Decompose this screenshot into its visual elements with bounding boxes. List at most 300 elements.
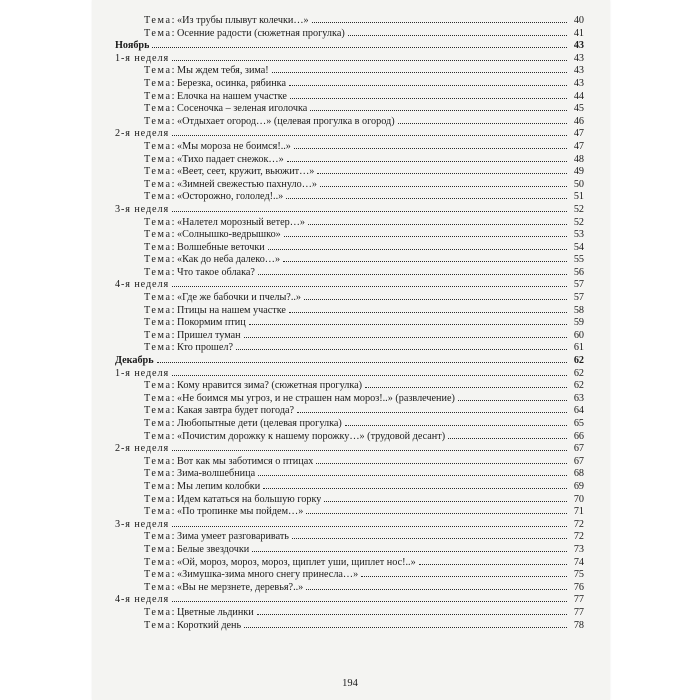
topic-separator: : — [171, 455, 178, 467]
topic-separator: : — [171, 569, 178, 581]
topic-label: Тема — [144, 317, 172, 329]
toc-topic-row — [115, 154, 584, 167]
topic-separator: : — [171, 65, 178, 77]
toc-entry-title: «Зимней свежестью пахнуло…» — [177, 178, 317, 190]
topic-label: Тема — [144, 65, 172, 77]
toc-entry-title: Елочка на нашем участке — [177, 90, 287, 102]
toc-entry-text — [115, 78, 286, 91]
topic-separator: : — [171, 266, 178, 278]
toc-entry-text — [115, 116, 395, 129]
toc-page-number: 77 — [573, 594, 584, 606]
dot-leader — [294, 147, 567, 149]
toc-topic-row — [115, 116, 584, 129]
dot-leader — [458, 399, 567, 401]
toc-topic-row — [115, 582, 584, 595]
dot-leader — [172, 59, 567, 61]
toc-page-number: 73 — [573, 543, 584, 555]
toc-month-row — [115, 355, 584, 368]
dot-leader — [258, 273, 567, 275]
dot-leader — [272, 71, 567, 73]
dot-leader — [320, 185, 567, 187]
toc-entry-text — [115, 582, 303, 595]
dot-leader — [316, 462, 567, 464]
dot-leader — [448, 437, 567, 439]
toc-week-row — [115, 128, 584, 141]
toc-topic-row — [115, 569, 584, 582]
toc-entry-title: Осенние радости (сюжетная прогулка) — [177, 27, 345, 39]
toc-entry-title: 2-я неделя — [115, 128, 170, 140]
toc-entry-text — [115, 317, 246, 330]
toc-page-number: 46 — [573, 115, 584, 127]
topic-separator: : — [171, 556, 178, 568]
toc-page-number: 50 — [573, 178, 584, 190]
toc-topic-row — [115, 468, 584, 481]
toc-entry-title: Зима-волшебница — [177, 468, 256, 480]
topic-label: Тема — [144, 115, 172, 127]
toc-page-number: 43 — [573, 52, 584, 64]
topic-separator: : — [171, 342, 178, 354]
toc-entry-text — [115, 279, 169, 292]
topic-label: Тема — [144, 543, 172, 555]
topic-separator: : — [171, 606, 178, 618]
toc-page-number: 67 — [573, 443, 584, 455]
toc-entry-text — [115, 531, 289, 544]
topic-separator: : — [171, 430, 178, 442]
topic-separator: : — [171, 115, 178, 127]
toc-entry-text — [115, 141, 291, 154]
topic-label: Тема — [144, 241, 172, 253]
topic-label: Тема — [144, 418, 172, 429]
toc-topic-row — [115, 191, 584, 204]
toc-entry-text — [115, 91, 287, 104]
topic-separator: : — [171, 153, 178, 165]
topic-separator: : — [171, 140, 178, 152]
dot-leader — [172, 210, 567, 212]
toc-entry-title: Березка, осинка, рябинка — [177, 77, 286, 89]
toc-week-row — [115, 53, 584, 66]
toc-entry-title: «Почистим дорожку к нашему порожку…» (трудовой десант) — [177, 430, 446, 442]
toc-entry-title: 3-я неделя — [115, 203, 170, 215]
toc-topic-row — [115, 229, 584, 242]
dot-leader — [257, 613, 567, 615]
table-of-contents — [115, 15, 584, 632]
toc-entry-title: Короткий день — [177, 619, 242, 631]
toc-page-number: 48 — [573, 153, 584, 165]
toc-topic-row — [115, 254, 584, 267]
topic-label: Тема — [144, 380, 172, 392]
topic-separator: : — [171, 543, 178, 555]
toc-topic-row — [115, 141, 584, 154]
topic-separator: : — [171, 619, 178, 631]
toc-topic-row — [115, 242, 584, 255]
topic-separator: : — [171, 15, 178, 26]
toc-entry-title: 2-я неделя — [115, 443, 170, 455]
toc-entry-title: Пришел туман — [177, 329, 241, 341]
toc-week-row — [115, 204, 584, 217]
topic-separator: : — [171, 90, 178, 102]
page-number-footer: 194 — [342, 678, 358, 689]
topic-label: Тема — [144, 531, 172, 543]
dot-leader — [244, 336, 567, 338]
toc-entry-text — [115, 594, 169, 607]
toc-page-number: 60 — [573, 329, 584, 341]
dot-leader — [345, 424, 567, 426]
dot-leader — [290, 97, 567, 99]
toc-page-number: 71 — [573, 506, 584, 518]
topic-separator: : — [171, 304, 178, 316]
toc-entry-text — [115, 40, 149, 53]
dot-leader — [310, 109, 567, 111]
toc-entry-text — [115, 405, 294, 418]
toc-page-number: 53 — [573, 229, 584, 241]
toc-topic-row — [115, 342, 584, 355]
topic-label: Тема — [144, 480, 172, 492]
toc-entry-title: Любопытные дети (целевая прогулка) — [177, 418, 342, 429]
toc-entry-text — [115, 242, 265, 255]
toc-entry-title: 1-я неделя — [115, 52, 170, 64]
dot-leader — [172, 134, 567, 136]
toc-week-row — [115, 443, 584, 456]
toc-entry-text — [115, 65, 269, 78]
toc-entry-title: Птицы на нашем участке — [177, 304, 286, 316]
toc-entry-title: Вот как мы заботимся о птицах — [177, 455, 314, 467]
dot-leader — [244, 626, 567, 628]
toc-page-number: 44 — [573, 90, 584, 102]
toc-entry-text — [115, 217, 305, 230]
topic-separator: : — [171, 506, 178, 518]
dot-leader — [348, 34, 567, 36]
toc-page-number: 57 — [573, 279, 584, 291]
toc-entry-title: Белые звездочки — [177, 543, 250, 555]
toc-topic-row — [115, 179, 584, 192]
dot-leader — [419, 563, 567, 565]
toc-topic-row — [115, 15, 584, 28]
topic-label: Тема — [144, 191, 172, 203]
toc-entry-text — [115, 468, 255, 481]
dot-leader — [365, 386, 567, 388]
toc-entry-title: «Вы не мерзнете, деревья?..» — [177, 581, 304, 593]
dot-leader — [289, 84, 567, 86]
topic-label: Тема — [144, 468, 172, 480]
topic-separator: : — [171, 216, 178, 228]
toc-page-number: 47 — [573, 140, 584, 152]
toc-topic-row — [115, 494, 584, 507]
toc-page-number: 41 — [573, 27, 584, 39]
topic-label: Тема — [144, 569, 172, 581]
dot-leader — [289, 311, 567, 313]
topic-label: Тема — [144, 342, 172, 354]
dot-leader — [292, 537, 567, 539]
toc-page-number: 63 — [573, 392, 584, 404]
toc-entry-title: Ноябрь — [115, 40, 150, 52]
toc-entry-title: 4-я неделя — [115, 279, 170, 291]
topic-label: Тема — [144, 166, 172, 178]
dot-leader — [152, 46, 567, 48]
toc-entry-title: Мы лепим колобки — [177, 480, 261, 492]
dot-leader — [304, 298, 567, 300]
topic-label: Тема — [144, 392, 172, 404]
topic-label: Тема — [144, 178, 172, 190]
toc-entry-text — [115, 418, 342, 431]
toc-entry-title: «Мы мороза не боимся!..» — [177, 140, 291, 152]
topic-separator: : — [171, 191, 178, 203]
dot-leader — [172, 600, 567, 602]
toc-entry-title: Покормим птиц — [177, 317, 246, 329]
toc-entry-title: 3-я неделя — [115, 518, 170, 530]
topic-label: Тема — [144, 90, 172, 102]
dot-leader — [306, 588, 567, 590]
topic-separator: : — [171, 317, 178, 329]
toc-entry-text — [115, 544, 249, 557]
toc-entry-title: Идем кататься на большую горку — [177, 493, 322, 505]
toc-page-number: 75 — [573, 569, 584, 581]
toc-topic-row — [115, 330, 584, 343]
topic-label: Тема — [144, 266, 172, 278]
topic-label: Тема — [144, 254, 172, 266]
toc-entry-text — [115, 292, 301, 305]
toc-entry-text — [115, 342, 233, 355]
topic-separator: : — [171, 178, 178, 190]
toc-page-number: 76 — [573, 581, 584, 593]
topic-separator: : — [171, 254, 178, 266]
toc-entry-title: Какая завтра будет погода? — [177, 405, 295, 417]
toc-entry-title: 1-я неделя — [115, 367, 170, 379]
toc-topic-row — [115, 481, 584, 494]
toc-page-number: 77 — [573, 606, 584, 618]
toc-topic-row — [115, 65, 584, 78]
toc-topic-row — [115, 557, 584, 570]
topic-separator: : — [171, 405, 178, 417]
topic-label: Тема — [144, 140, 172, 152]
toc-topic-row — [115, 317, 584, 330]
topic-label: Тема — [144, 581, 172, 593]
dot-leader — [258, 474, 567, 476]
topic-label: Тема — [144, 27, 172, 39]
toc-entry-title: 4-я неделя — [115, 594, 170, 606]
topic-separator: : — [171, 392, 178, 404]
toc-topic-row — [115, 456, 584, 469]
topic-label: Тема — [144, 229, 172, 241]
toc-entry-title: «Солнышко-ведрышко» — [177, 229, 281, 241]
toc-entry-text — [115, 355, 154, 368]
toc-entry-text — [115, 191, 283, 204]
toc-entry-text — [115, 166, 314, 179]
toc-page-number: 40 — [573, 15, 584, 26]
toc-entry-title: «Не боимся мы угроз, и не страшен нам мороз!..» (развлечение) — [177, 392, 455, 404]
dot-leader — [324, 500, 567, 502]
toc-topic-row — [115, 620, 584, 633]
toc-entry-text — [115, 204, 169, 217]
toc-page-number: 51 — [573, 191, 584, 203]
toc-entry-title: «Веет, сеет, кружит, вьюжит…» — [177, 166, 315, 178]
toc-entry-title: Мы ждем тебя, зима! — [177, 65, 269, 77]
toc-entry-text — [115, 128, 169, 141]
toc-page-number: 67 — [573, 455, 584, 467]
toc-week-row — [115, 279, 584, 292]
toc-entry-title: «Налетел морозный ветер…» — [177, 216, 305, 228]
toc-entry-title: «Отдыхает огород…» (целевая прогулка в огород) — [177, 115, 395, 127]
toc-entry-title: Цветные льдинки — [177, 606, 254, 618]
toc-topic-row — [115, 607, 584, 620]
toc-page-number: 56 — [573, 266, 584, 278]
toc-page-number: 43 — [573, 77, 584, 89]
toc-entry-title: Волшебные веточки — [177, 241, 265, 253]
dot-leader — [263, 487, 567, 489]
dot-leader — [308, 223, 567, 225]
toc-page-number: 70 — [573, 493, 584, 505]
toc-entry-text — [115, 254, 280, 267]
dot-leader — [157, 361, 567, 363]
toc-entry-text — [115, 53, 169, 66]
topic-separator: : — [171, 27, 178, 39]
toc-page-number: 45 — [573, 103, 584, 115]
dot-leader — [297, 411, 567, 413]
toc-page-number: 43 — [573, 40, 584, 52]
dot-leader — [172, 525, 567, 527]
toc-page-number: 47 — [573, 128, 584, 140]
toc-entry-title: «Где же бабочки и пчелы?..» — [177, 292, 302, 304]
topic-separator: : — [171, 229, 178, 241]
toc-entry-text — [115, 229, 281, 242]
toc-page-number: 49 — [573, 166, 584, 178]
dot-leader — [249, 323, 567, 325]
toc-page-number: 62 — [573, 380, 584, 392]
dot-leader — [317, 172, 567, 174]
toc-entry-title: Сосеночка – зеленая иголочка — [177, 103, 308, 115]
toc-page-number: 59 — [573, 317, 584, 329]
toc-page-number: 65 — [573, 418, 584, 429]
toc-page-number: 58 — [573, 304, 584, 316]
toc-entry-text — [115, 557, 416, 570]
toc-entry-text — [115, 443, 169, 456]
topic-separator: : — [171, 166, 178, 178]
toc-entry-text — [115, 103, 307, 116]
topic-label: Тема — [144, 405, 172, 417]
toc-page-number: 66 — [573, 430, 584, 442]
toc-week-row — [115, 519, 584, 532]
toc-week-row — [115, 594, 584, 607]
dot-leader — [398, 122, 567, 124]
toc-entry-text — [115, 154, 284, 167]
toc-entry-title: «Зимушка-зима много снегу принесла…» — [177, 569, 359, 581]
toc-entry-text — [115, 330, 241, 343]
toc-entry-text — [115, 481, 260, 494]
toc-entry-text — [115, 620, 241, 633]
toc-topic-row — [115, 292, 584, 305]
toc-page-number: 72 — [573, 531, 584, 543]
dot-leader — [172, 374, 567, 376]
topic-separator: : — [171, 531, 178, 543]
dot-leader — [283, 260, 567, 262]
toc-page-number: 61 — [573, 342, 584, 354]
toc-topic-row — [115, 393, 584, 406]
topic-label: Тема — [144, 329, 172, 341]
topic-label: Тема — [144, 606, 172, 618]
toc-page-number: 68 — [573, 468, 584, 480]
dot-leader — [172, 449, 567, 451]
toc-topic-row — [115, 506, 584, 519]
topic-label: Тема — [144, 292, 172, 304]
toc-entry-title: «Как до неба далеко…» — [177, 254, 281, 266]
toc-entry-text — [115, 368, 169, 381]
toc-topic-row — [115, 544, 584, 557]
toc-entry-text — [115, 569, 358, 582]
toc-entry-text — [115, 380, 362, 393]
dot-leader — [252, 550, 567, 552]
topic-separator: : — [171, 103, 178, 115]
topic-separator: : — [171, 77, 178, 89]
dot-leader — [268, 248, 567, 250]
toc-entry-title: Что такое облака? — [177, 266, 255, 278]
dot-leader — [306, 512, 567, 514]
toc-page-number: 62 — [573, 355, 584, 367]
toc-entry-title: Декабрь — [115, 355, 154, 367]
toc-week-row — [115, 368, 584, 381]
toc-month-row — [115, 40, 584, 53]
toc-entry-text — [115, 506, 303, 519]
toc-entry-text — [115, 267, 255, 280]
topic-label: Тема — [144, 506, 172, 518]
toc-page-number: 69 — [573, 480, 584, 492]
toc-entry-text — [115, 179, 317, 192]
toc-entry-text — [115, 28, 345, 41]
toc-page-number: 55 — [573, 254, 584, 266]
toc-entry-title: «Из трубы плывут колечки…» — [177, 15, 309, 26]
toc-entry-text — [115, 607, 254, 620]
topic-label: Тема — [144, 455, 172, 467]
toc-page-number: 72 — [573, 518, 584, 530]
dot-leader — [236, 348, 567, 350]
topic-label: Тема — [144, 15, 172, 26]
topic-label: Тема — [144, 556, 172, 568]
toc-topic-row — [115, 305, 584, 318]
toc-page-number: 43 — [573, 65, 584, 77]
toc-topic-row — [115, 28, 584, 41]
toc-topic-row — [115, 405, 584, 418]
topic-label: Тема — [144, 493, 172, 505]
topic-separator: : — [171, 480, 178, 492]
topic-separator: : — [171, 418, 178, 429]
toc-entry-title: Зима умеет разговаривать — [177, 531, 289, 543]
toc-entry-title: Кому нравится зима? (сюжетная прогулка) — [177, 380, 363, 392]
toc-page-number: 74 — [573, 556, 584, 568]
topic-separator: : — [171, 241, 178, 253]
toc-entry-text — [115, 305, 286, 318]
topic-label: Тема — [144, 103, 172, 115]
toc-entry-title: «Ой, мороз, мороз, мороз, щиплет уши, щиплет нос!..» — [177, 556, 416, 568]
topic-label: Тема — [144, 619, 172, 631]
topic-separator: : — [171, 380, 178, 392]
topic-label: Тема — [144, 430, 172, 442]
toc-topic-row — [115, 431, 584, 444]
toc-topic-row — [115, 103, 584, 116]
toc-topic-row — [115, 217, 584, 230]
toc-topic-row — [115, 380, 584, 393]
toc-page-number: 52 — [573, 216, 584, 228]
toc-topic-row — [115, 91, 584, 104]
toc-page-number: 54 — [573, 241, 584, 253]
toc-entry-text — [115, 519, 169, 532]
toc-page-number: 62 — [573, 367, 584, 379]
toc-topic-row — [115, 78, 584, 91]
toc-topic-row — [115, 531, 584, 544]
toc-page-number: 64 — [573, 405, 584, 417]
toc-page-number: 57 — [573, 292, 584, 304]
toc-entry-text — [115, 431, 445, 444]
dot-leader — [361, 575, 567, 577]
toc-entry-text — [115, 15, 309, 28]
topic-separator: : — [171, 468, 178, 480]
